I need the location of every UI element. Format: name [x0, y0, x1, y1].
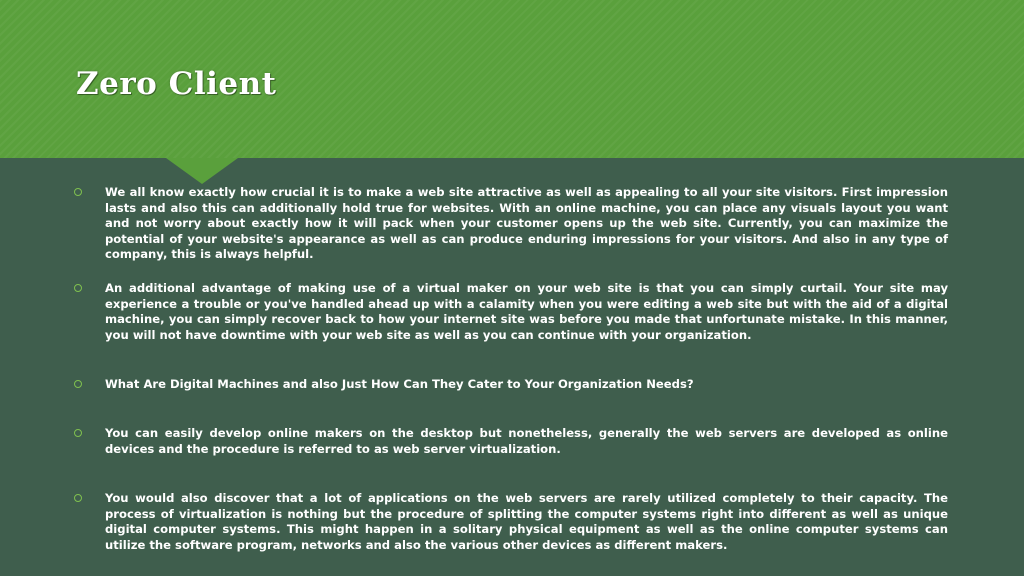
- slide-title: Zero Client: [76, 66, 277, 102]
- bullet-item: [74, 185, 948, 263]
- hollow-circle-bullet-icon: [74, 380, 82, 388]
- hollow-circle-bullet-icon: [74, 188, 82, 196]
- paragraph-text: We all know exactly how crucial it is to make a web site attractive as well as appealing to all your site visitors. First impression lasts and also this can additionally hold true for websites. With an online machine, you can place any visuals layout you want and not worry about exactly how it will pack when your customer opens up the web site. Currently, you can maximize the potential of your website's appearance as well as can produce enduring impressions for your visitors. And also in any type of company, this is always helpful.: [105, 185, 948, 262]
- bullet-item: [74, 281, 948, 343]
- bullet-item: [74, 426, 948, 457]
- hollow-circle-bullet-icon: [74, 429, 82, 437]
- paragraph-text: What Are Digital Machines and also Just How Can They Cater to Your Organization Needs?: [105, 377, 694, 391]
- bullet-item: [74, 491, 948, 553]
- paragraph-text: You can easily develop online makers on the desktop but nonetheless, generally the web servers are developed as online devices and the procedure is referred to as web server virtualization.: [105, 426, 948, 456]
- paragraph-text: You would also discover that a lot of applications on the web servers are rarely utilized completely to their capacity. The process of virtualization is nothing but the procedure of splitting the computer systems right into different as well as unique digital computer systems. This might happen in a solitary physical equipment as well as the online computer systems can utilize the software program, networks and also the various other devices as different makers.: [105, 491, 948, 552]
- hollow-circle-bullet-icon: [74, 494, 82, 502]
- paragraph-text: An additional advantage of making use of a virtual maker on your web site is that you can simply curtail. Your site may experience a trouble or you've handled ahead up with a calamity when you were editing a web site but with the aid of a digital machine, you can simply recover back to how your internet site was before you made that unfortunate mistake. In this manner, you will not have downtime with your web site as well as you can continue with your organization.: [105, 281, 948, 342]
- hollow-circle-bullet-icon: [74, 284, 82, 292]
- bullet-item: [74, 377, 948, 393]
